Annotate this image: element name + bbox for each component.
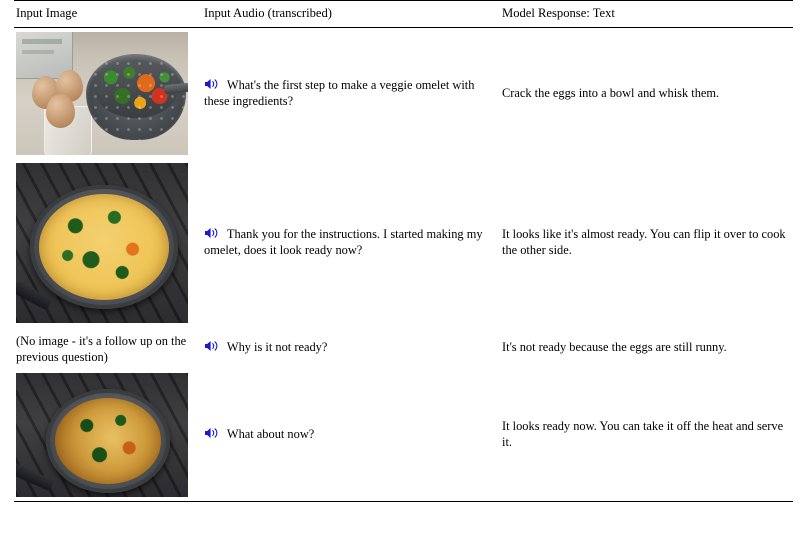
input-image-cell [14, 369, 202, 501]
table-row [14, 28, 793, 159]
skillet [46, 389, 170, 493]
input-audio-cell [202, 159, 500, 327]
input-image-cell [14, 327, 202, 369]
model-response-cell: It's not ready because the eggs are still runny. [502, 340, 727, 355]
speaker-icon [204, 340, 219, 352]
column-header-model-response: Model Response: Text [502, 6, 615, 20]
model-response-cell: It looks like it's almost ready. You can flip it over to cook the other side. [502, 227, 786, 258]
header-row [14, 1, 793, 27]
qualitative-examples-table [14, 1, 793, 27]
input-image-cell [14, 28, 202, 159]
speaker-icon [204, 427, 219, 439]
qualitative-examples-body [14, 28, 793, 501]
input-audio-cell [202, 28, 500, 159]
colander-holes [86, 54, 186, 140]
table-row [14, 369, 793, 501]
speaker-icon [204, 227, 219, 239]
input-image-cell [14, 159, 202, 327]
column-header-input-audio: Input Audio (transcribed) [204, 6, 333, 20]
model-response-cell: Crack the eggs into a bowl and whisk them. [502, 85, 720, 100]
omelet [39, 194, 169, 300]
input-audio-cell [202, 369, 500, 501]
input-audio-cell [202, 327, 500, 369]
model-response-cell: It looks ready now. You can take it off the heat and serve it. [502, 419, 784, 450]
no-image-note: (No image - it's a follow up on the previous question) [16, 334, 187, 365]
speaker-icon [204, 78, 219, 90]
table-header [14, 1, 793, 27]
colander [86, 54, 186, 140]
table-row [14, 327, 793, 369]
egg [46, 94, 75, 128]
audio-transcript: What about now? [226, 427, 315, 442]
photo-colander-veggies-eggs [16, 32, 188, 155]
omelet [55, 398, 161, 484]
audio-transcript: Why is it not ready? [226, 340, 328, 355]
audio-transcript: Thank you for the instructions. I started making my omelet, does it look ready now? [204, 227, 483, 258]
photo-skillet-omelet-runny [16, 163, 188, 323]
photo-skillet-omelet-cooked [16, 373, 188, 497]
audio-transcript: What's the first step to make a veggie omelet with these ingredients? [204, 77, 475, 108]
table-bottom-rule [14, 501, 793, 502]
skillet [30, 185, 178, 309]
table-row [14, 159, 793, 327]
column-header-input-image: Input Image [16, 6, 78, 20]
